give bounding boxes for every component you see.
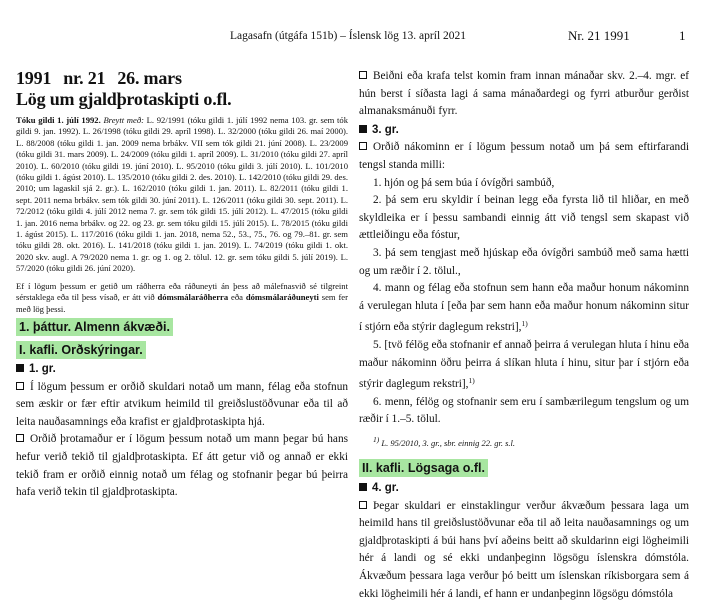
paragraph-box-icon xyxy=(16,434,24,442)
list-item: 1. hjón og þá sem búa í óvígðri sambúð, xyxy=(373,176,555,189)
list-item: 3. þá sem tengjast með hjúskap eða óvígðri sambúð með sama hætti og um ræðir í 2. tölul., xyxy=(359,246,689,277)
effective-date: Tóku gildi 1. júlí 1992. xyxy=(16,115,101,125)
right-column xyxy=(359,68,689,603)
list-item: 4. mann og félag eða stofnun sem hann eða maður honum nákominn á verulegan hluta í [eða þar sem hann eða maður honum nákominn situr í stjórn eða stýrir daglegum rekstri],$^{1)}$ xyxy=(359,282,689,334)
law-year: 1991 xyxy=(16,68,52,88)
footnote: 1) L. 95/2010, 3. gr., sbr. einnig 22. gr. s.l. xyxy=(373,434,516,448)
header-source: Lagasafn (útgáfa 151b) – Íslensk lög 13. apríl 2021 xyxy=(230,30,467,42)
ministry-note: Ef í lögum þessum er getið um ráðherra eða ráðuneyti án þess að málefnasvið sé tilgreint sérstaklega eða til þess vísað, er átt við dómsmálaráðherra eða dómsmálaráðuneyti sem fer með lög þessi. xyxy=(16,280,348,314)
amended-by-label: Breytt með: xyxy=(103,115,144,125)
paragraph: Beiðni eða krafa telst komin fram innan mánaðar skv. 2.–4. mgr. ef hún berst í síðasta lagi á sama mánaðardegi og fyrri atburður gerðist almanaksmánuði fyrr. xyxy=(359,70,689,118)
header-page-number: 1 xyxy=(679,28,686,43)
article-heading: 1. gr. xyxy=(16,361,348,379)
article-square-icon xyxy=(359,125,367,133)
paragraph: Orðið þrotamaður er í lögum þessum notað um mann þegar bú hans hefur verið tekið til gjaldþrotaskipta. Ef átt getur við og annað er ekki tekið fram er orðið einnig notað um félag og stofnanir þegar bú þeirra hafa verið tekin til gjaldþrotaskipta. xyxy=(16,433,348,499)
article-heading: 3. gr. xyxy=(359,122,689,140)
list-item: 6. menn, félög og stofnanir sem eru í sambærilegum tengslum og um ræðir í 1.–5. tölul. xyxy=(359,395,689,426)
chapter-heading: I. kafli. Orðskýringar. xyxy=(16,341,146,359)
chapter-heading: II. kafli. Lögsaga o.fl. xyxy=(359,459,488,477)
article-square-icon xyxy=(16,364,24,372)
list-item: 5. [tvö félög eða stofnanir ef annað þeirra á verulegan hluta í hinu eða maður nákominn öðru þeirra á slíkan hluta í hinu, situr þar í stjórn eða stýrir daglegum rekstri],$^{1)}$ xyxy=(359,338,689,391)
running-header xyxy=(0,28,715,46)
paragraph-box-icon xyxy=(359,71,367,79)
amendment-history xyxy=(16,115,348,275)
definition-list xyxy=(359,175,689,429)
law-name: Lög um gjaldþrotaskipti o.fl. xyxy=(16,89,232,109)
law-date: 26. mars xyxy=(117,68,182,88)
paragraph-box-icon xyxy=(16,382,24,390)
paragraph: Í lögum þessum er orðið skuldari notað um mann, félag eða stofnun sem æskir or fær eftir atvikum heimild til greiðslustöðvunar eða til að leita nauðasamnings eða krafist er gjaldþrotaskipta hjá. xyxy=(16,380,348,428)
article-square-icon xyxy=(359,483,367,491)
article-heading: 4. gr. xyxy=(359,480,689,498)
paragraph: Orðið nákominn er í lögum þessum notað um þá sem eftirfarandi tengsl standa milli: xyxy=(359,141,689,171)
footnote-marker: 1) xyxy=(521,319,528,329)
amendment-list: L. 92/1991 (tóku gildi 1. júlí 1992 nema 103. gr. sem tók gildi 9. jan. 1992). L. 26/1998 (tóku gildi 29. apríl 1998). L. 32/2000 (tóku gildi 26. maí 2000). L. 88/2008 (tóku gildi 1. jan. 2009 nema brbákv. VII sem tók gildi 21. júní 2008). L. 23/2009 (tóku gildi 31. mars 2009). L. 24/2009 (tóku gildi 1. apríl 2009). L. 31/2010 (tóku gildi 27. apríl 2010). L. 60/2010 (tóku gildi 19. júní 2010). L. 95/2010 (tóku gildi 3. júlí 2010). L. 101/2010 (tóku gildi 1. ágúst 2010). L. 135/2010 (tóku gildi 2. des. 2010). L. 142/2010 (tóku gildi 29. des. 2010; um lagaskil sjá 2. gr.). L. 162/2010 (tóku gildi 1. jan. 2011). L. 82/2011 (tóku gildi 1. sept. 2011 nema brbákv. sem tók gildi 30. júní 2011). L. 126/2011 (tóku gildi 30. sept. 2011). L. 72/2012 (tóku gildi 4. júlí 2012 nema 7. gr. sem tók gildi 15. júlí 2012). L. 47/2015 (tóku gildi 1. jan. 2016 nema brbákv. og 22. og 23. gr. sem tóku gildi 15. júlí 2015). L. 78/2015 (tóku gildi 1. ágúst 2015). L. 117/2016 (tóku gildi 1. jan. 2018, nema 52., 53., 75., 76. og 79.–81. gr. sem tóku gildi 28. okt. 2016). L. 141/2018 (tóku gildi 1. jan. 2019). L. 74/2019 (tóku gildi 1. okt. 2020 skv. augl. A 79/2020 nema 1. gr. og 1. og 2. tölul. 12. gr. sem tóku gildi 5. júlí 2019). L. 57/2020 (tóku gildi 26. júní 2020). xyxy=(16,115,349,274)
paragraph-box-icon xyxy=(359,142,367,150)
paragraph: Þegar skuldari er einstaklingur verður ákvæðum þessara laga um heimild hans til greiðslustöðvunar eða til að leita nauðasamnings og um gjaldþrotaskipti á búi hans því aðeins beitt að skuldarinn eigi lögheimili hér á landi og sé ekki undanþeginn lögsögu íslenskra dómstóla. Ákvæðum þessara laga verður þó beitt um íslenskan ríkisborgara sem á ekki lögheimili hér á landi, ef hann er undanþeginn lögsögu dómstóla xyxy=(359,499,689,600)
law-title xyxy=(16,68,348,110)
law-number: nr. 21 xyxy=(63,68,106,88)
left-column xyxy=(16,68,348,502)
part-heading: 1. þáttur. Almenn ákvæði. xyxy=(16,318,173,336)
footnote-marker: 1) xyxy=(468,376,475,386)
header-law-number: Nr. 21 1991 xyxy=(568,28,630,43)
paragraph-box-icon xyxy=(359,501,367,509)
list-item: 2. þá sem eru skyldir í beinan legg eða fyrsta lið til hliðar, en með skyldleika er í þessu sambandi einnig átt við tengsl sem skapast við ættleiðingu eða fóstur, xyxy=(359,194,689,242)
